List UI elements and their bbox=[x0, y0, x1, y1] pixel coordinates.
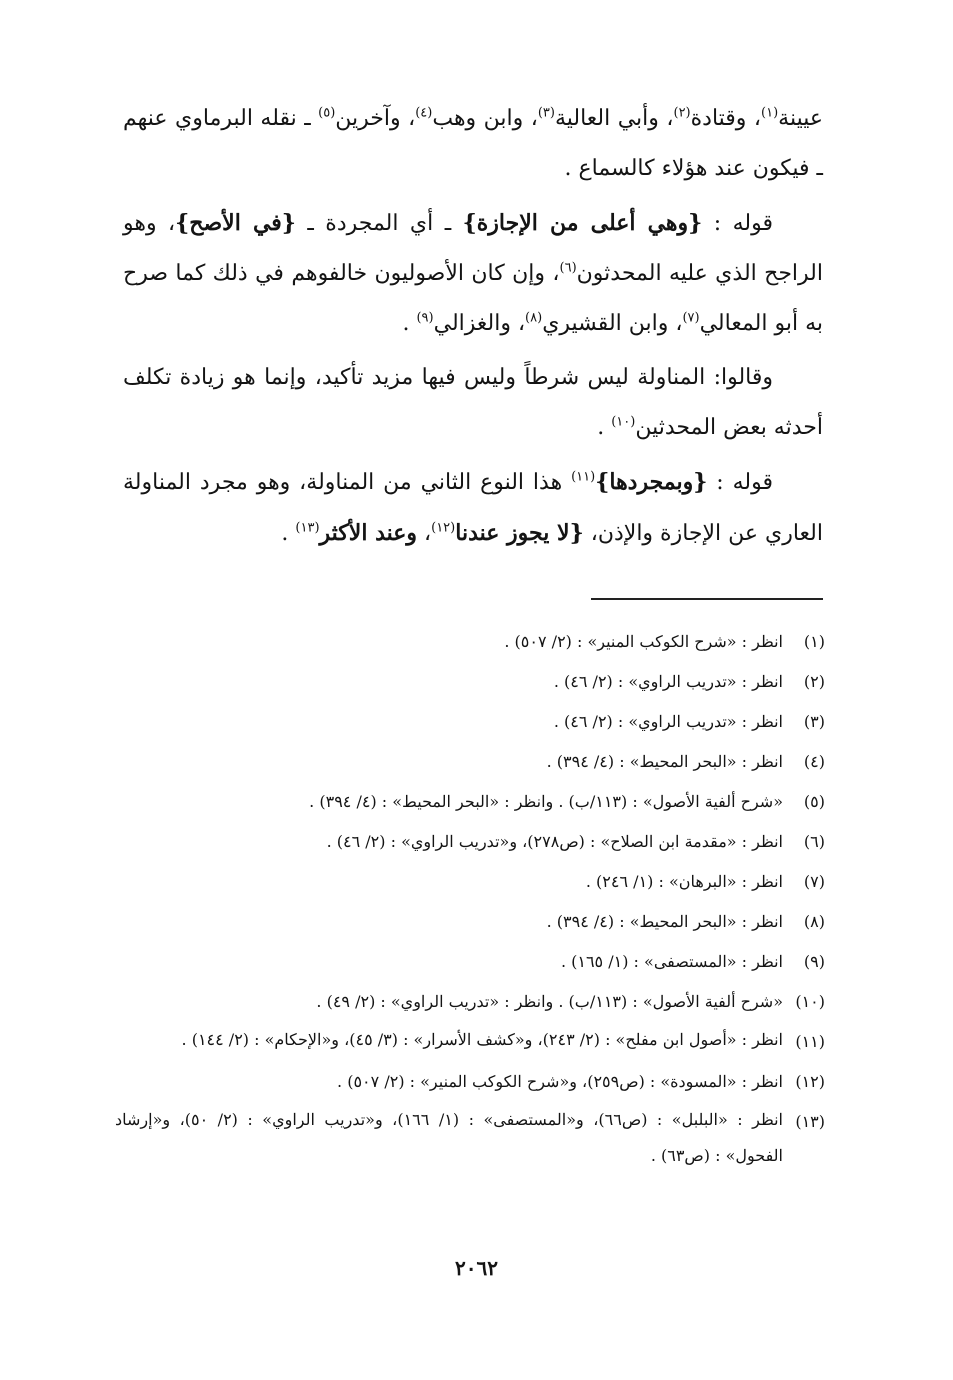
footnote-text: «شرح ألفية الأصول» : (١١٣/ب) . وانظر : «تدريب الراوي» : (٢/ ٤٩) . bbox=[316, 992, 783, 1011]
footnote-number: (٩) bbox=[803, 952, 825, 971]
footnote-ref: (٥) bbox=[318, 105, 336, 121]
text-run: ـ أي المجردة ـ bbox=[295, 211, 463, 236]
footnote-ref: (١١) bbox=[571, 469, 596, 485]
text-run: عيينة bbox=[778, 106, 823, 131]
footnote-ref: (١) bbox=[761, 105, 779, 121]
bold-quote: {في الأصح} bbox=[175, 210, 296, 236]
footnote-item bbox=[115, 782, 825, 822]
text-run: هذا النوع الثاني من المناولة، وهو مجرد المناولة العاري عن الإجازة والإذن، bbox=[123, 470, 823, 546]
footnote-ref: (١٣) bbox=[295, 520, 320, 536]
footnote-text: انظر : «شرح الكوكب المنير» : (٢/ ٥٠٧) . bbox=[504, 632, 783, 651]
text-run: ، وابن وهب bbox=[432, 106, 538, 131]
footnote-item bbox=[115, 702, 825, 742]
footnote-item bbox=[115, 902, 825, 942]
footnote-text: انظر : «المسودة» : (ص٢٥٩)، و«شرح الكوكب المنير» : (٢/ ٥٠٧) . bbox=[337, 1072, 783, 1091]
footnote-item bbox=[115, 662, 825, 702]
footnote-separator bbox=[591, 598, 823, 600]
footnote-item bbox=[115, 862, 825, 902]
footnote-number: (١٠) bbox=[795, 992, 825, 1011]
footnote-text: انظر : «البحر المحيط» : (٤/ ٣٩٤) . bbox=[546, 912, 783, 931]
text-run: وقالوا: المناولة ليس شرطاً وليس فيها مزيد تأكيد، وإنما هو زيادة تكلف أحدثه بعض المحدثين bbox=[123, 365, 823, 440]
footnote-text: انظر : «تدريب الراوي» : (٢/ ٤٦) . bbox=[553, 672, 783, 691]
footnote-item bbox=[115, 1022, 825, 1062]
main-text bbox=[123, 94, 823, 563]
bold-quote: {وبمجردها} bbox=[595, 469, 708, 495]
footnote-ref: (١٠) bbox=[611, 414, 636, 430]
footnote-item bbox=[115, 982, 825, 1022]
text-run: ، وابن القشيري bbox=[542, 311, 683, 336]
footnotes bbox=[115, 622, 825, 1174]
footnote-ref: (٧) bbox=[682, 310, 700, 326]
footnote-text: انظر : «البلبل» : (ص٦٦)، و«المستصفى» : (١/ ١٦٦)، و«تدريب الراوي» : (٢/ ٥٠)، و«إرشاد الفحول» : (ص٦٣) . bbox=[115, 1110, 784, 1165]
footnote-number: (٣) bbox=[803, 712, 825, 731]
footnote-text: انظر : «أصول ابن مفلح» : (٢/ ٢٤٣)، و«كشف الأسرار» : (٣/ ٤٥)، و«الإحكام» : (٢/ ١٤٤) . bbox=[181, 1030, 783, 1049]
footnote-text: «شرح ألفية الأصول» : (١١٣/ب) . وانظر : «البحر المحيط» : (٤/ ٣٩٤) . bbox=[309, 792, 783, 811]
footnote-ref: (٣) bbox=[537, 105, 555, 121]
footnote-text: انظر : «البرهان» : (١/ ٢٤٦) . bbox=[585, 872, 783, 891]
paragraph-1 bbox=[123, 94, 823, 194]
footnote-item bbox=[115, 1062, 825, 1102]
text-run: ، وقتادة bbox=[690, 106, 762, 131]
footnote-text: انظر : «مقدمة ابن الصلاح» : (ص٢٧٨)، و«تدريب الراوي» : (٢/ ٤٦) . bbox=[326, 832, 783, 851]
footnote-ref: (٨) bbox=[525, 310, 543, 326]
bold-quote: {وهي أعلى من الإجازة} bbox=[462, 210, 703, 236]
footnote-text: انظر : «المستصفى» : (١/ ١٦٥) . bbox=[560, 952, 783, 971]
footnote-number: (١٣) bbox=[795, 1112, 825, 1131]
footnote-item bbox=[115, 942, 825, 982]
page-number: ٢٠٦٢ bbox=[455, 1256, 498, 1280]
footnote-item bbox=[115, 822, 825, 862]
footnote-item bbox=[115, 1102, 825, 1174]
footnote-text: انظر : «تدريب الراوي» : (٢/ ٤٦) . bbox=[553, 712, 783, 731]
footnote-number: (٨) bbox=[803, 912, 825, 931]
footnote-ref: (٦) bbox=[559, 260, 577, 276]
paragraph-3 bbox=[123, 353, 823, 453]
footnote-number: (٢) bbox=[803, 672, 825, 691]
footnote-number: (٥) bbox=[803, 792, 825, 811]
footnote-ref: (١٢) bbox=[431, 520, 456, 536]
text-run: ـ نقله البرماوي عنهم ـ فيكون عند هؤلاء كالسماع . bbox=[123, 106, 823, 181]
text-run: ، وهو الراجح الذي عليه المحدثون bbox=[123, 211, 824, 286]
text-run: قوله : bbox=[702, 211, 773, 236]
paragraph-4 bbox=[123, 457, 823, 559]
footnote-ref: (٤) bbox=[415, 105, 433, 121]
footnote-item bbox=[115, 742, 825, 782]
bold-quote: وعند الأكثر bbox=[319, 520, 418, 546]
footnote-number: (٧) bbox=[803, 872, 825, 891]
text-run: ، وآخرين bbox=[335, 106, 416, 131]
text-run: ، والغزالي bbox=[433, 311, 526, 336]
text-run: ، bbox=[417, 521, 432, 546]
footnote-number: (٦) bbox=[803, 832, 825, 851]
footnote-ref: (٢) bbox=[673, 105, 691, 121]
footnote-text: انظر : «البحر المحيط» : (٤/ ٣٩٤) . bbox=[546, 752, 783, 771]
text-run: . bbox=[402, 311, 417, 336]
footnote-number: (١٢) bbox=[795, 1072, 825, 1091]
bold-quote: {لا يجوز عندنا bbox=[455, 520, 584, 546]
footnote-ref: (٩) bbox=[416, 310, 434, 326]
text-run: قوله : bbox=[707, 470, 773, 495]
footnote-number: (١١) bbox=[795, 1032, 825, 1051]
footnote-number: (٤) bbox=[803, 752, 825, 771]
footnote-number: (١) bbox=[803, 632, 825, 651]
footnote-item bbox=[115, 622, 825, 662]
paragraph-2 bbox=[123, 198, 823, 349]
text-run: ، وأبي العالية bbox=[554, 106, 674, 131]
text-run: ، وإن كان الأصوليون خالفوهم في ذلك كما صرح به أبو المعالي bbox=[123, 261, 823, 336]
text-run: . bbox=[281, 521, 296, 546]
text-run: . bbox=[597, 415, 612, 440]
